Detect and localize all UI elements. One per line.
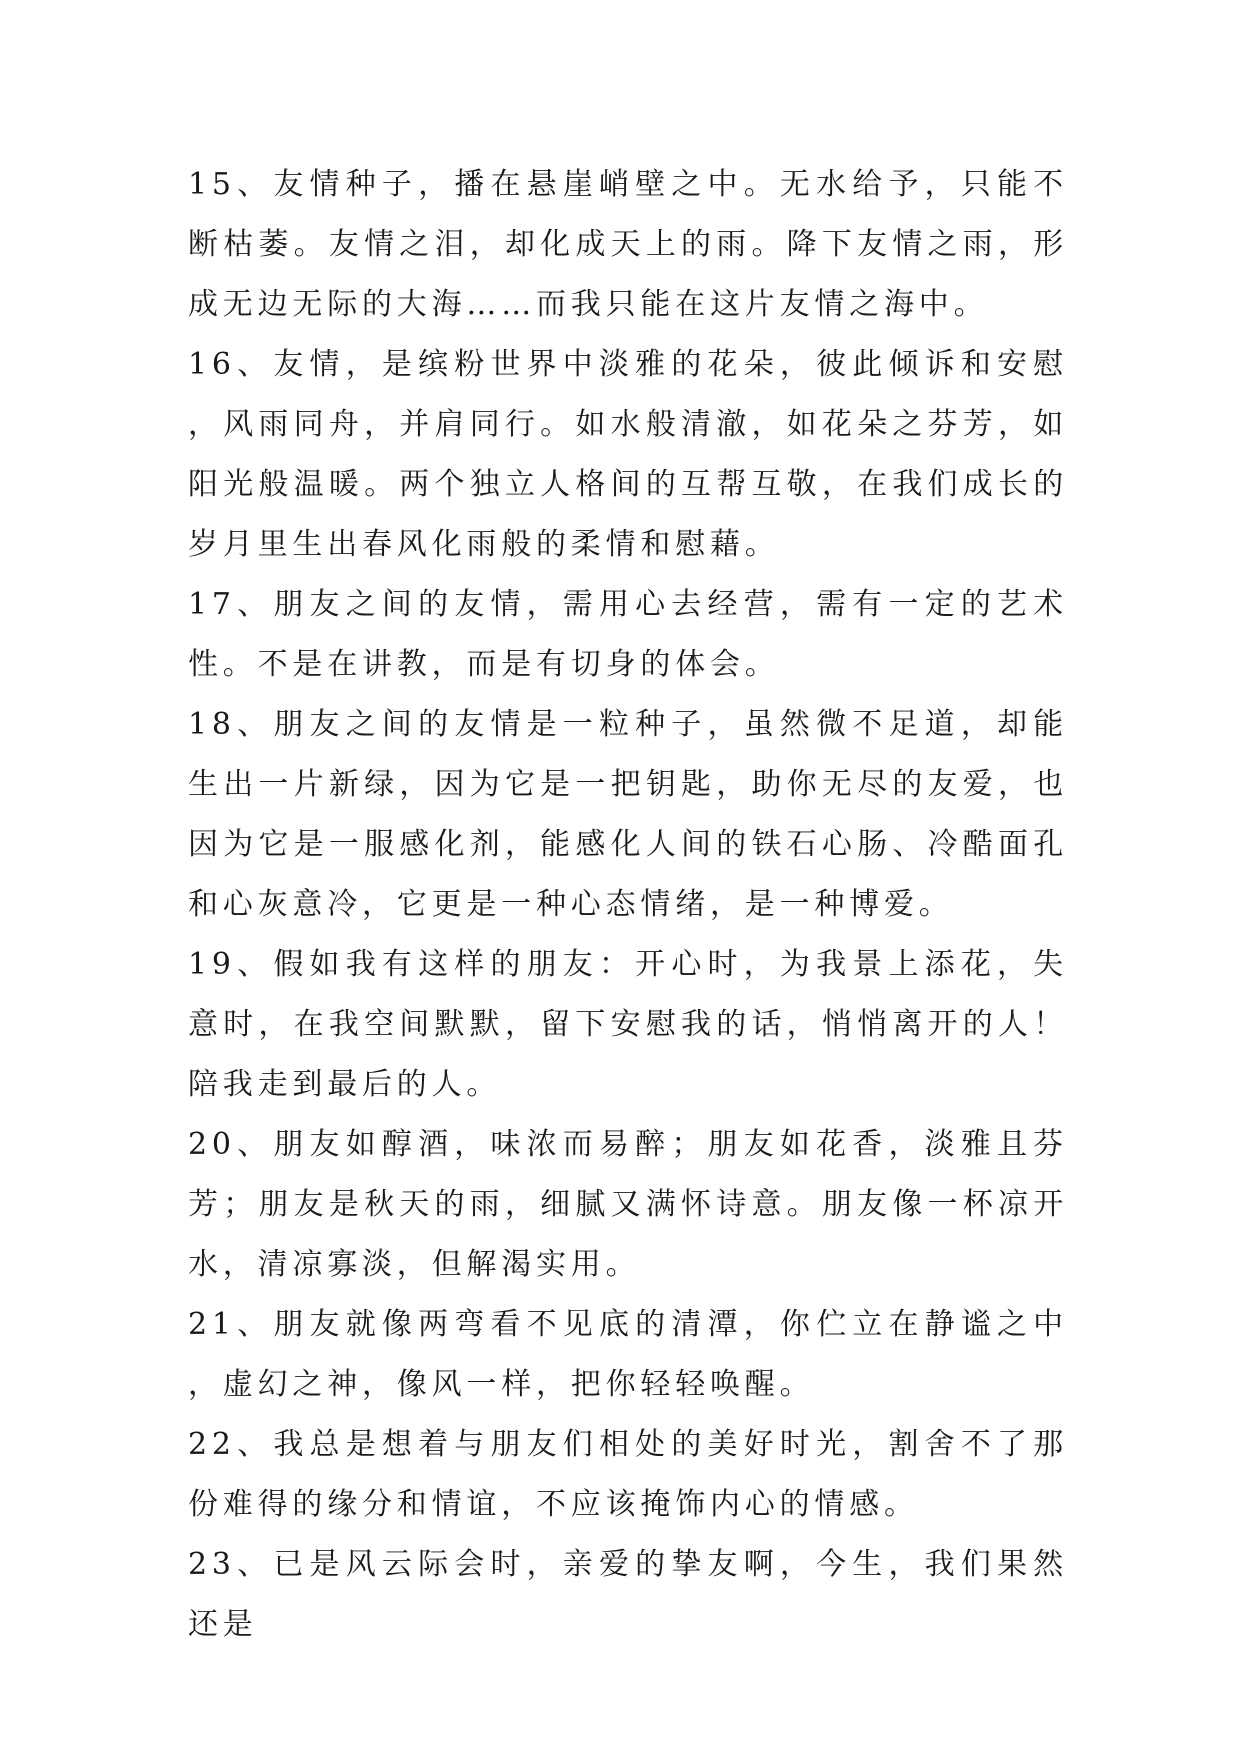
paragraph-20: 20、朋友如醇酒，味浓而易醉；朋友如花香，淡雅且芬芳；朋友是秋天的雨，细腻又满怀诗意。朋友像一杯凉开水，清凉寡淡，但解渴实用。	[188, 1127, 1068, 1282]
paragraph-15: 15、友情种子，播在悬崖峭壁之中。无水给予，只能不断枯萎。友情之泪，却化成天上的雨。降下友情之雨，形成无边无际的大海……而我只能在这片友情之海中。	[188, 167, 1068, 322]
paragraph-22: 22、我总是想着与朋友们相处的美好时光，割舍不了那份难得的缘分和情谊，不应该掩饰内心的情感。	[188, 1427, 1068, 1522]
paragraph-17: 17、朋友之间的友情，需用心去经营，需有一定的艺术性。不是在讲教，而是有切身的体会。	[188, 587, 1068, 682]
paragraph-16: 16、友情，是缤粉世界中淡雅的花朵，彼此倾诉和安慰，风雨同舟，并肩同行。如水般清澈，如花朵之芬芳，如阳光般温暖。两个独立人格间的互帮互敬，在我们成长的岁月里生出春风化雨般的柔情和慰藉。	[188, 347, 1068, 562]
document-body	[188, 155, 1068, 1655]
paragraph-23: 23、已是风云际会时，亲爱的挚友啊，今生，我们果然还是	[188, 1547, 1068, 1642]
paragraph-19: 19、假如我有这样的朋友：开心时，为我景上添花，失意时，在我空间默默，留下安慰我的话，悄悄离开的人！陪我走到最后的人。	[188, 947, 1068, 1102]
paragraph-18: 18、朋友之间的友情是一粒种子，虽然微不足道，却能生出一片新绿，因为它是一把钥匙，助你无尽的友爱，也因为它是一服感化剂，能感化人间的铁石心肠、冷酷面孔和心灰意冷，它更是一种心态情绪，是一种博爱。	[188, 707, 1068, 922]
paragraph-21: 21、朋友就像两弯看不见底的清潭，你伫立在静谧之中，虚幻之神，像风一样，把你轻轻唤醒。	[188, 1307, 1068, 1402]
